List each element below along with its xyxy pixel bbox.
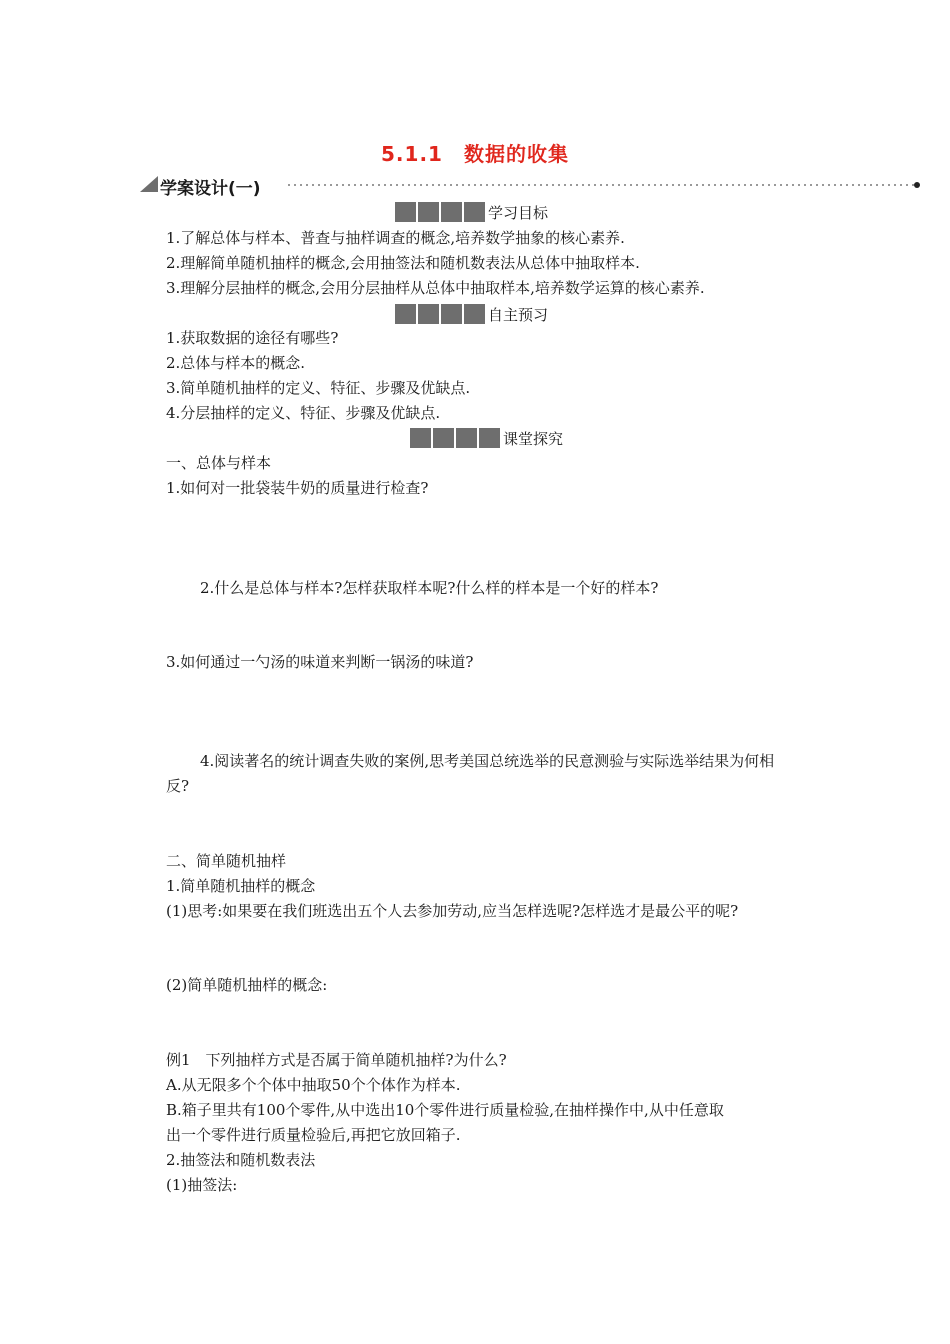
section-heading-preview	[395, 304, 548, 324]
section-heading-text: 学习目标	[488, 203, 549, 222]
example-option: B.箱子里共有100个零件,从中选出10个零件进行质量检验,在抽样操作中,从中任意取	[166, 1101, 724, 1119]
content-line: (1)思考:如果要在我们班选出五个人去参加劳动,应当怎样选呢?怎样选才是最公平的呢?	[166, 902, 739, 920]
section-heading-objectives	[395, 202, 548, 222]
section-heading-text: 自主预习	[488, 305, 549, 324]
example-option-continued: 出一个零件进行质量检验后,再把它放回箱子.	[166, 1126, 461, 1144]
heading-boxes	[395, 304, 485, 324]
section-heading-text: 课堂探究	[503, 429, 564, 448]
content-line: 1.简单随机抽样的概念	[166, 877, 316, 895]
content-line: (2)简单随机抽样的概念:	[166, 976, 328, 994]
question-item: 4.阅读著名的统计调查失败的案例,思考美国总统选举的民意测验与实际选举结果为何相	[200, 752, 775, 770]
question-item: 1.如何对一批袋装牛奶的质量进行检查?	[166, 479, 429, 497]
example-title: 例1 下列抽样方式是否属于简单随机抽样?为什么?	[166, 1051, 507, 1069]
preview-item: 1.获取数据的途径有哪些?	[166, 329, 339, 347]
preview-item: 2.总体与样本的概念.	[166, 354, 306, 372]
banner-label: 学案设计(一)	[160, 179, 261, 199]
page-title: 5.1.1 数据的收集	[381, 142, 569, 166]
content-line: (1)抽签法:	[166, 1176, 238, 1194]
heading-boxes	[395, 202, 485, 222]
objective-item: 3.理解分层抽样的概念,会用分层抽样从总体中抽取样本,培养数学运算的核心素养.	[166, 279, 705, 297]
objective-item: 1.了解总体与样本、普查与抽样调查的概念,培养数学抽象的核心素养.	[166, 229, 625, 247]
preview-item: 4.分层抽样的定义、特征、步骤及优缺点.	[166, 404, 441, 422]
example-option: A.从无限多个个体中抽取50个个体作为样本.	[166, 1076, 461, 1094]
subsection-title: 一、总体与样本	[166, 454, 272, 472]
objective-item: 2.理解简单随机抽样的概念,会用抽签法和随机数表法从总体中抽取样本.	[166, 254, 640, 272]
section-heading-exploration	[410, 428, 563, 448]
dotted-rule	[288, 180, 922, 190]
question-item: 2.什么是总体与样本?怎样获取样本呢?什么样的样本是一个好的样本?	[200, 579, 659, 597]
heading-boxes	[410, 428, 500, 448]
banner-triangle-icon	[140, 176, 158, 192]
subsection-title: 二、简单随机抽样	[166, 852, 287, 870]
question-item-continued: 反?	[166, 777, 190, 795]
content-line: 2.抽签法和随机数表法	[166, 1151, 316, 1169]
section-banner	[140, 172, 922, 198]
preview-item: 3.简单随机抽样的定义、特征、步骤及优缺点.	[166, 379, 471, 397]
question-item: 3.如何通过一勺汤的味道来判断一锅汤的味道?	[166, 653, 474, 671]
